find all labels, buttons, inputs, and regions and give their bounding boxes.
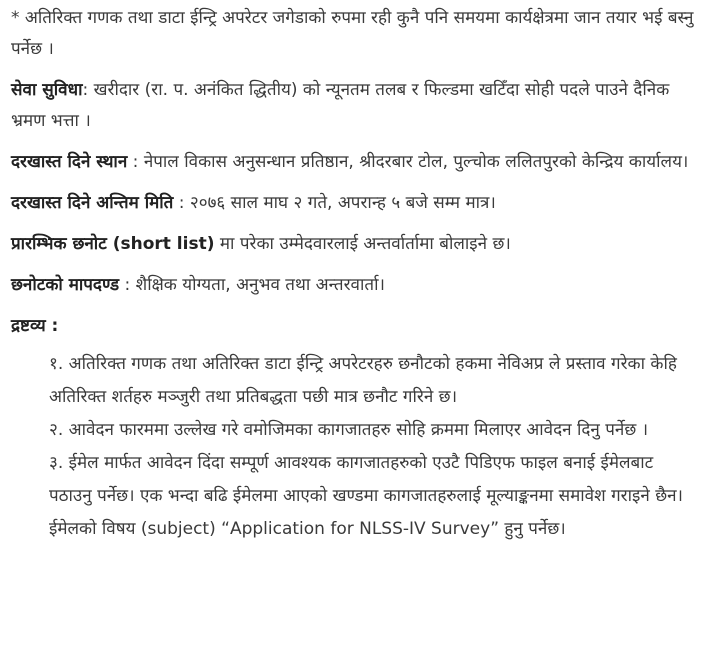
deadline-paragraph xyxy=(11,188,695,219)
deadline-text: : २०७६ साल माघ २ गते, अपरान्ह ५ बजे सम्म मात्र। xyxy=(173,193,496,213)
place-text: : नेपाल विकास अनुसन्धान प्रतिष्ठान, श्रीदरबार टोल, पुल्चोक ललितपुरको केन्द्रिय कार्यालय। xyxy=(127,152,689,172)
shortlist-text: मा परेका उम्मेदवारलाई अन्तर्वार्तामा बोलाइने छ। xyxy=(214,234,511,254)
criteria-paragraph xyxy=(11,270,695,301)
place-paragraph xyxy=(11,147,695,178)
notes-title: द्रष्टव्य : xyxy=(11,316,59,336)
shortlist-label: प्रारम्भिक छनोट xyxy=(11,234,107,254)
criteria-text: : शैक्षिक योग्यता, अनुभव तथा अन्तरवार्ता। xyxy=(119,275,385,295)
facility-label: सेवा सुविधा xyxy=(11,80,83,100)
list-item: १. अतिरिक्त गणक तथा अतिरिक्त डाटा ईन्ट्रि अपरेटरहरु छनौटको हकमा नेविअप्र ले प्रस्ताव गरेका केहि अतिरिक्त शर्तहरु मञ्जुरी तथा प्रतिबद्धता पछी मात्र छनौट गरिने छ। xyxy=(49,354,677,407)
intro-paragraph: * अतिरिक्त गणक तथा डाटा ईन्ट्रि अपरेटर जगेडाको रुपमा रही कुनै पनि समयमा कार्यक्षेत्रमा जान तयार भई बस्नु पर्नेछ । xyxy=(11,8,694,59)
notes-list xyxy=(11,348,695,546)
criteria-label: छनोटको मापदण्ड xyxy=(11,275,120,295)
document-body xyxy=(11,3,695,546)
deadline-label: दरखास्त दिने अन्तिम मिति xyxy=(11,193,174,213)
list-item: ३. ईमेल मार्फत आवेदन दिंदा सम्पूर्ण आवश्यक कागजातहरुको एउटै पिडिएफ फाइल बनाई ईमेलबाट पठाउनु पर्नेछ। एक भन्दा बढि ईमेलमा आएको खण्डमा कागजातहरुलाई मूल्याङ्कनमा समावेश गराइने छैन। ईमेलको विषय (subject) “Application for NLSS-IV Survey” हुनु पर्नेछ। xyxy=(49,453,683,539)
list-item: २. आवेदन फारममा उल्लेख गरे वमोजिमका कागजातहरु सोहि क्रममा मिलाएर आवेदन दिनु पर्नेछ । xyxy=(49,420,649,440)
facility-text: : खरीदार (रा. प. अनंकित द्धितीय) को न्यूनतम तलब र फिल्डमा खटिँदा सोही पदले पाउने दैनिक भ्रमण भत्ता । xyxy=(11,80,670,131)
shortlist-paragraph xyxy=(11,229,695,260)
shortlist-label-english: (short list) xyxy=(106,234,215,254)
facility-paragraph xyxy=(11,75,695,137)
place-label: दरखास्त दिने स्थान xyxy=(11,152,128,172)
